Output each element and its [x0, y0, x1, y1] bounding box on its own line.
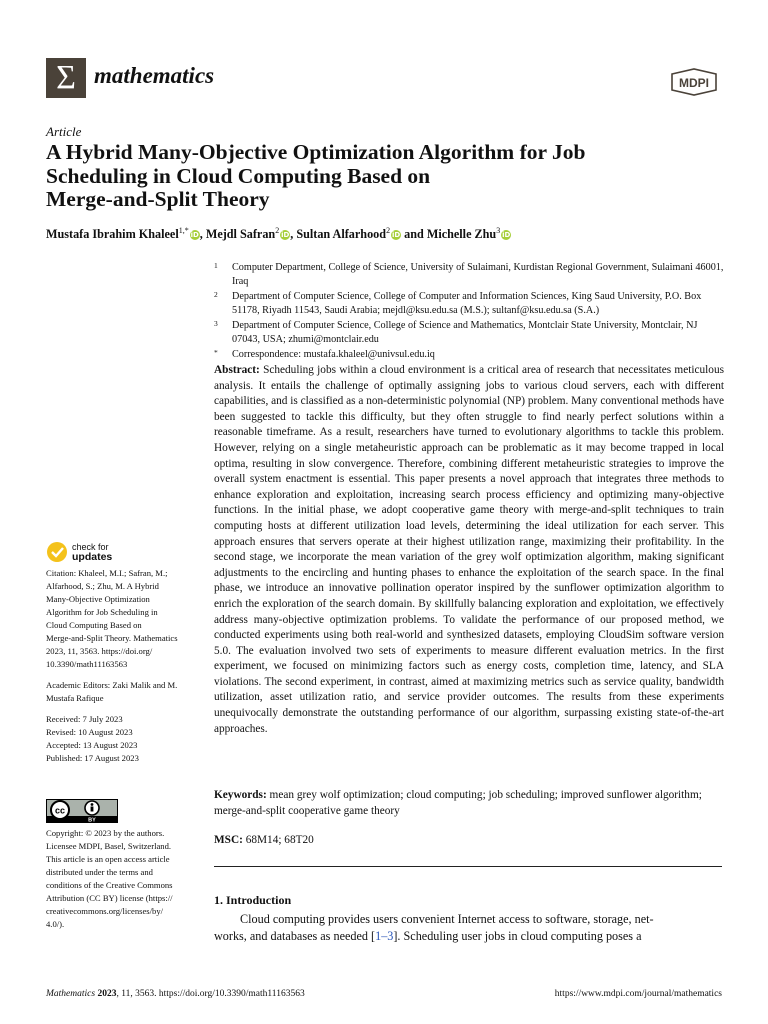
affiliation	[214, 348, 724, 362]
author-name[interactable]: Mustafa Ibrahim Khaleel	[46, 227, 179, 242]
copyright-line: distributed under the terms and	[46, 867, 153, 877]
affiliation-number: 1	[214, 261, 218, 270]
orcid-icon[interactable]: iD	[391, 231, 401, 240]
author-name[interactable]: Mejdl Safran	[205, 227, 276, 242]
citation-link[interactable]: 1–3	[375, 929, 394, 943]
publication-dates	[46, 713, 196, 765]
author-separator: and	[401, 227, 427, 242]
citation-line[interactable]: 10.3390/math11163563	[46, 659, 128, 669]
check-for-updates-button[interactable]	[46, 539, 166, 565]
affiliations	[214, 261, 724, 364]
keywords	[214, 788, 724, 819]
citation-line: Alfarhood, S.; Zhu, M. A Hybrid	[46, 581, 159, 591]
date-line: Accepted: 13 August 2023	[46, 740, 138, 750]
footer-journal: Mathematics	[46, 989, 96, 999]
affiliation	[214, 319, 724, 346]
keywords-label: Keywords:	[214, 789, 267, 801]
author-list	[46, 226, 511, 242]
intro-text: works, and databases as needed [	[214, 929, 376, 943]
keywords-text: mean grey wolf optimization; cloud computing; job scheduling; improved sunflower algorithm; merge-and-split cooperative game theory	[214, 789, 702, 817]
cc-text: cc	[54, 805, 66, 816]
citation-line: Cloud Computing Based on	[46, 620, 142, 630]
affiliation-text: Department of Computer Science, College of Science and Mathematics, Montclair State University, Montclair, NJ 07043, USA; zhumi@montclair.edu	[232, 320, 698, 345]
check-updates-icon	[46, 541, 68, 563]
mdpi-logo-icon	[668, 68, 720, 96]
citation-line: Citation: Khaleel, M.I.; Safran, M.;	[46, 568, 168, 578]
msc-text: 68M14; 68T20	[245, 834, 314, 846]
date-line: Revised: 10 August 2023	[46, 727, 133, 737]
mdpi-logo-text: MDPI	[679, 76, 709, 90]
affiliation-text: Correspondence: mustafa.khaleel@univsul.edu.iq	[232, 349, 435, 360]
article-type: Article	[46, 124, 82, 139]
affiliation-number: *	[214, 348, 218, 357]
date-line: Received: 7 July 2023	[46, 714, 123, 724]
affiliation	[214, 261, 724, 288]
title-line: A Hybrid Many-Objective Optimization Algorithm for Job	[46, 140, 586, 164]
footer-citation	[46, 989, 305, 999]
article-info-sidebar	[46, 567, 196, 773]
check-updates-line: check for	[72, 542, 109, 552]
orcid-icon[interactable]: iD	[502, 231, 511, 240]
editors-line: Mustafa Rafique	[46, 693, 104, 703]
footer-journal-url[interactable]: https://www.mdpi.com/journal/mathematics	[554, 989, 722, 999]
affiliation-text: Department of Computer Science, College of Computer and Information Sciences, King Saud University, P.O. Box 51178, Riyadh 11543, Saudi Arabia; mejdl@ksu.edu.sa (M.S.); sultanf@ksu.edu.sa (S.A.)	[232, 291, 702, 316]
citation-block	[46, 567, 196, 671]
editors-line: Academic Editors: Zaki Malik and M.	[46, 680, 178, 690]
author-affiliation-sup: 3	[496, 226, 501, 235]
citation-line: Many-Objective Optimization	[46, 594, 150, 604]
copyright-notice	[46, 827, 196, 931]
copyright-line: This article is an open access article	[46, 854, 170, 864]
copyright-line: conditions of the Creative Commons	[46, 880, 173, 890]
section-heading: 1. Introduction	[214, 893, 292, 907]
copyright-line[interactable]: creativecommons.org/licenses/by/	[46, 906, 164, 916]
by-text: BY	[88, 817, 96, 823]
affiliation	[214, 290, 724, 317]
copyright-line: Copyright: © 2023 by the authors.	[46, 828, 165, 838]
academic-editors	[46, 679, 196, 705]
intro-line	[214, 928, 724, 945]
check-updates-line: updates	[72, 551, 113, 563]
msc-label: MSC:	[214, 834, 243, 846]
abstract-label: Abstract:	[214, 364, 260, 376]
author-affiliation-sup: 2	[275, 226, 280, 235]
section-divider	[214, 866, 722, 867]
citation-line: Algorithm for Job Scheduling in	[46, 607, 158, 617]
footer-year: 2023	[97, 989, 117, 999]
citation-line[interactable]: 2023, 11, 3563. https://doi.org/	[46, 646, 153, 656]
author-name[interactable]: Sultan Alfarhood	[296, 227, 387, 242]
footer-doi[interactable]: , 11, 3563. https://doi.org/10.3390/math11163563	[116, 989, 305, 999]
date-line: Published: 17 August 2023	[46, 753, 139, 763]
author-name[interactable]: Michelle Zhu	[426, 227, 497, 242]
author-affiliation-sup: 2	[386, 226, 391, 235]
copyright-line: Licensee MDPI, Basel, Switzerland.	[46, 841, 172, 851]
author-affiliation-sup: 1,*	[178, 226, 189, 235]
abstract-text: Scheduling jobs within a cloud environment is a critical area of research that necessitates meticulous analysis. It entails the challenge of optimally assigning jobs to various cloud servers, each with different capabilities, and is classified as a non-deterministic polynomial (NP) problem. Many conventional methods have been suggested to tackle this difficulty, but they often struggle to find nearly perfect solutions within a reasonable timeframe. As a result, researchers have turned to evolutionary algorithms to tackle this problem. However, relying on a single metaheuristic approach can be problematic as it may become trapped in local optima, resulting in slow convergence. Therefore, combining different metaheuristic strategies to improve the overall system enactment is essential. This paper presents a novel approach that integrates three methods to enhance exploration and exploitation, increasing search process efficiency and optimizing many-objective functions. In the initial phase, we adopt cooperative game theory with merge-and-split techniques to train computing hosts at different utilization load levels, determining the ideal utilization for each server. This approach ensures that servers operate at their highest utilization range, maximizing their profitability. In the second stage, we incorporate the mean variation of the grey wolf optimization algorithm, making significant adjustments to the encircling and hunting phases to enhance the exploitation of the search space. In the final phase, we introduce an innovative pollination operator inspired by the sunflower optimization algorithm to enrich the exploration of the search domain. By skillfully balancing exploration and exploitation, we effectively address many-objective optimization problems. To validate the performance of our proposed method, we conducted experiments using both real-world and synthesized datasets, employing CloudSim software version 5.0. The evaluation involved two sets of experiments to measure different evaluation metrics. In the first experiment, we focused on minimizing factors such as energy costs, completion time, latency, and SLA violations. The second experiment, in contrast, aimed at maximizing metrics such as service quality, bandwidth utilization, asset utilization ratio, and service provider outcomes. The results from these experiments unequivocally demonstrate the outstanding performance of our algorithm, surpassing existing state-of-the-art approaches.	[214, 364, 724, 735]
intro-text: ]. Scheduling user jobs in cloud computing poses a	[393, 929, 642, 943]
citation-line: Merge-and-Split Theory. Mathematics	[46, 633, 178, 643]
title-line: Scheduling in Cloud Computing Based on	[46, 163, 431, 188]
article-title	[46, 141, 706, 212]
sigma-icon: Σ	[56, 59, 76, 96]
journal-logo	[46, 58, 86, 98]
affiliation-text: Computer Department, College of Science, University of Sulaimani, Kurdistan Regional Government, Sulaimani 46001, Iraq	[232, 262, 724, 287]
author-separator: ,	[199, 227, 206, 242]
abstract	[214, 363, 724, 737]
author-separator: ,	[290, 227, 297, 242]
title-line: Merge-and-Split Theory	[46, 187, 270, 211]
intro-line: Cloud computing provides users convenient Internet access to software, storage, net-	[240, 912, 654, 926]
affiliation-number: 3	[214, 319, 218, 328]
copyright-line[interactable]: 4.0/).	[46, 919, 65, 929]
cc-by-license-icon[interactable]	[46, 799, 118, 823]
affiliation-number: 2	[214, 290, 218, 299]
journal-name: mathematics	[94, 63, 215, 88]
check-updates-label	[72, 542, 112, 562]
intro-paragraph	[214, 911, 724, 945]
orcid-icon[interactable]: iD	[281, 231, 290, 240]
orcid-icon[interactable]: iD	[190, 231, 199, 240]
copyright-line[interactable]: Attribution (CC BY) license (https://	[46, 893, 173, 903]
msc-codes	[214, 834, 314, 846]
